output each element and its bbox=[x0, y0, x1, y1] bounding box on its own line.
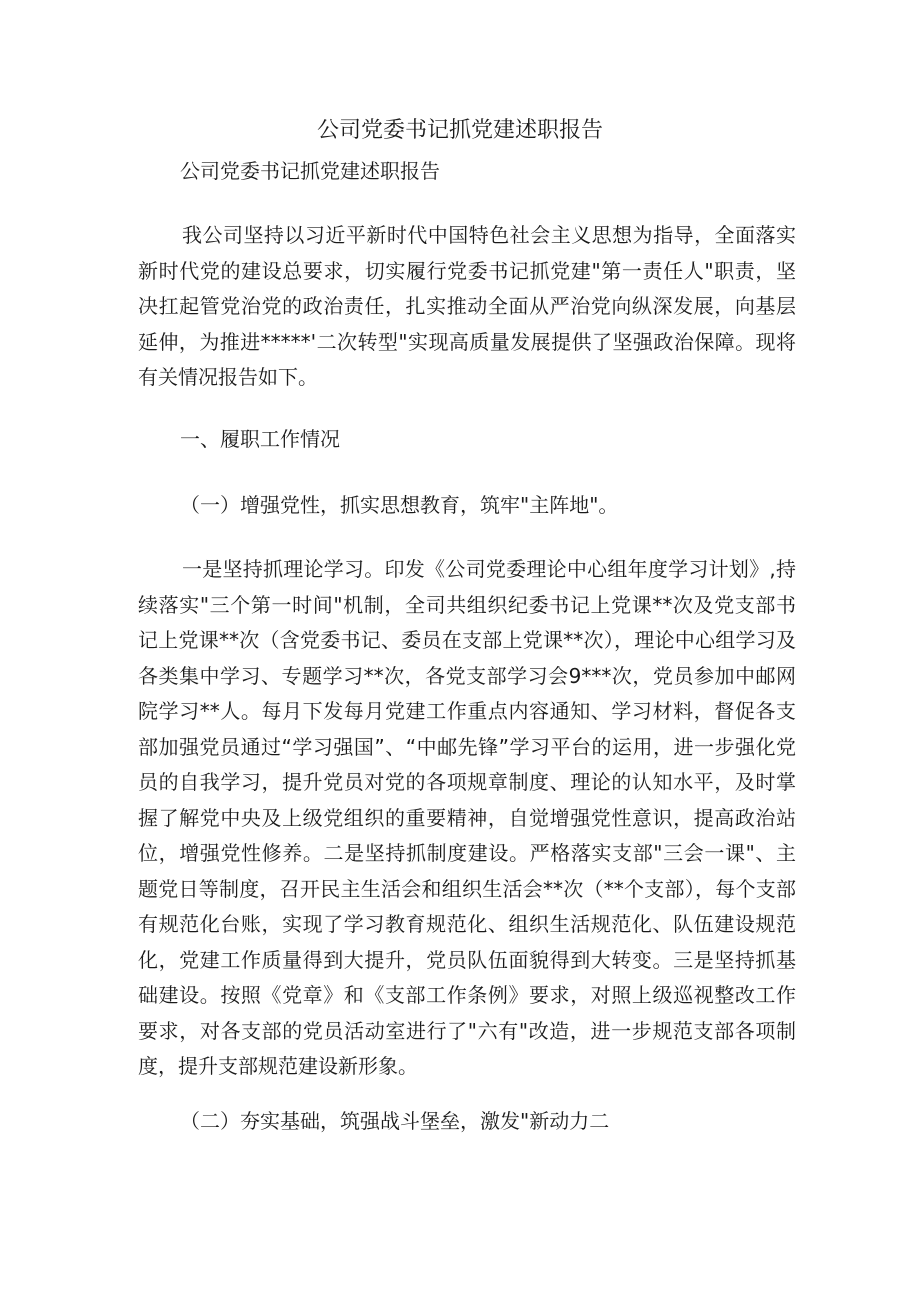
subsection-heading-party-spirit: （一）增强党性，抓实思想教育，筑牢"主阵地"。 bbox=[180, 493, 619, 517]
intro-paragraph: 我公司坚持以习近平新时代中国特色社会主义思想为指导，全面落实新时代党的建设总要求，切实履行党委书记抓党建"第一责任人"职责，坚决扛起管党治党的政治责任，扎实推动全面从严治党向纵深发展，向基层延伸，为推进*****'二次转型"实现高质量发展提供了坚强政治保障。现将有关情况报告如下。 bbox=[138, 223, 796, 389]
document-title: 公司党委书记抓党建述职报告 bbox=[316, 118, 603, 143]
document-subtitle: 公司党委书记抓党建述职报告 bbox=[180, 159, 440, 183]
section-heading-performance: 一、履职工作情况 bbox=[180, 427, 340, 451]
subsection-heading-foundation: （二）夯实基础，筑强战斗堡垒，激发"新动力二 bbox=[180, 1109, 610, 1133]
subsection-paragraph-theory-study: 一是坚持抓理论学习。印发《公司党委理论中心组年度学习计划》,持续落实"三个第一时间"机制，全司共组织纪委书记上党课**次及党支部书记上党课**次（含党委书记、委员在支部上党课**次），理论中心组学习及各类集中学习、专题学习**次，各党支部学习会9***次，党员参加中邮网院学习**人。每月下发每月党建工作重点内容通知、学习材料，督促各支部加强党员通过“学习强国”、“中邮先锋”学习平台的运用，进一步强化党员的自我学习，提升党员对党的各项规章制度、理论的认知水平，及时掌握了解党中央及上级党组织的重要精神，自觉增强党性意识，提高政治站位，增强党性修养。二是坚持抓制度建设。严格落实支部"三会一课"、主题党日等制度，召开民主生活会和组织生活会**次（**个支部），每个支部有规范化台账，实现了学习教育规范化、组织生活规范化、队伍建设规范化，党建工作质量得到大提升，党员队伍面貌得到大转变。三是坚持抓基础建设。按照《党章》和《支部工作条例》要求，对照上级巡视整改工作要求，对各支部的党员活动室进行了"六有"改造，进一步规范支部各项制度，提升支部规范建设新形象。 bbox=[138, 557, 796, 1078]
